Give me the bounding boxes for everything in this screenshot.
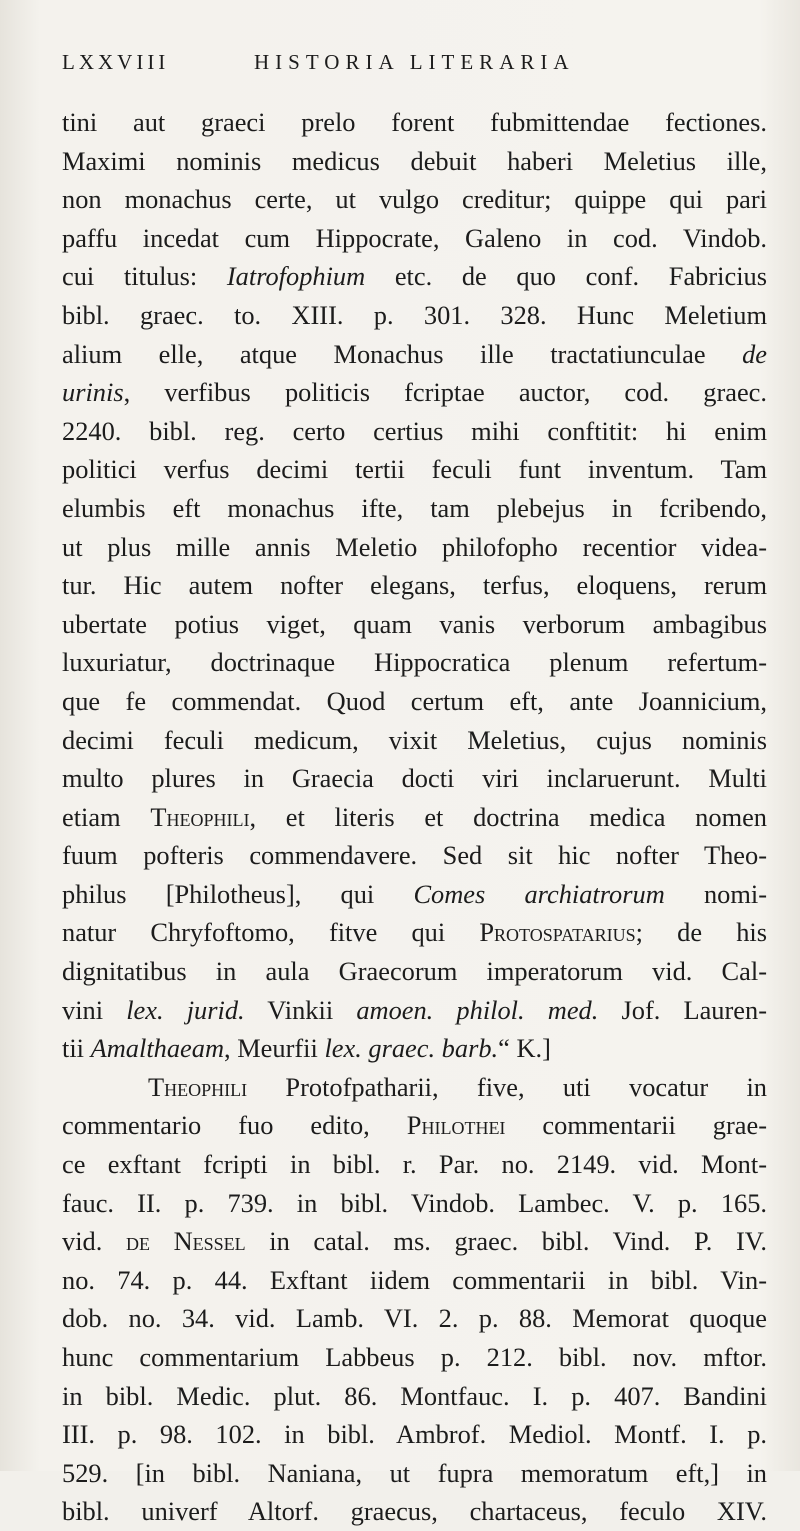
text-line: [62, 528, 767, 567]
text-line: [62, 1222, 767, 1261]
text-segment: fuum pofteris commendavere. Sed sit hic nofter Theo-: [62, 840, 767, 871]
text-line: [62, 798, 767, 837]
text-segment: multo plures in Graecia docti viri inclaruerunt. Multi: [62, 763, 767, 794]
text-segment: non monachus certe, ut vulgo creditur; quippe qui pari: [62, 184, 767, 215]
text-segment: bibl. graec. to. XIII. p. 301. 328. Hunc Meletium: [62, 299, 767, 330]
text-segment: politici verfus decimi tertii feculi funt inventum. Tam: [62, 454, 767, 485]
text-segment: decimi feculi medicum, vixit Meletius, cujus nominis: [62, 724, 767, 755]
text-segment: ut plus mille annis Meletio philofopho recentior videa-: [62, 531, 767, 562]
text-segment: 529. [in bibl. Naniana, ut fupra memoratum eft,] in: [62, 1457, 767, 1488]
text-segment: cui titulus:: [62, 261, 227, 292]
text-segment: etiam: [62, 801, 151, 832]
text-line: [62, 257, 767, 296]
text-segment: que fe commendat. Quod certum eft, ante Joannicium,: [62, 685, 767, 716]
text-line: [62, 1299, 767, 1338]
text-segment: philus [Philotheus], qui: [62, 878, 414, 909]
italic-text: urinis: [62, 377, 124, 408]
text-line: [62, 1261, 767, 1300]
italic-text: lex. jurid.: [126, 994, 245, 1025]
text-segment: in catal. ms. graec. bibl. Vind. P. IV.: [245, 1226, 768, 1257]
text-segment: dignitatibus in aula Graecorum imperatorum vid. Cal-: [62, 956, 767, 987]
text-line: [62, 991, 767, 1030]
text-line: [62, 1454, 767, 1493]
italic-text: Amalthaeam: [90, 1033, 225, 1064]
text-segment: Vinkii: [244, 994, 357, 1025]
text-segment: paffu incedat cum Hippocrate, Galeno in cod. Vindob.: [62, 222, 767, 253]
body-text: [62, 103, 767, 1531]
text-line: [62, 1068, 767, 1107]
italic-text: lex. graec. barb.: [324, 1033, 499, 1064]
text-segment: luxuriatur, doctrinaque Hippocratica plenum refertum-: [62, 647, 767, 678]
text-line: [62, 1377, 767, 1416]
text-line: [62, 759, 767, 798]
text-segment: fauc. II. p. 739. in bibl. Vindob. Lambec. V. p. 165.: [62, 1187, 767, 1218]
running-title: HISTORIA LITERARIA: [254, 50, 575, 74]
text-segment: hunc commentarium Labbeus p. 212. bibl. nov. mftor.: [62, 1342, 767, 1372]
text-line: [62, 180, 767, 219]
text-line: [62, 643, 767, 682]
text-line: [62, 952, 767, 991]
text-segment: , Meurfii: [224, 1033, 325, 1064]
text-segment: vini: [62, 994, 127, 1025]
small-caps-text: Protospatarius: [479, 917, 636, 948]
text-segment: nomi-: [664, 878, 768, 909]
italic-text: Iatrofophium: [226, 261, 366, 292]
text-segment: bibl. univerf Altorf. graecus, chartaceus, feculo XIV.: [62, 1496, 767, 1527]
text-segment: tii: [62, 1033, 91, 1064]
text-line: [62, 103, 767, 142]
text-line: [62, 875, 767, 914]
italic-text: de: [742, 338, 767, 369]
text-segment: , et literis et doctrina medica nomen: [249, 801, 767, 832]
text-line: [62, 605, 767, 644]
text-line: [62, 142, 767, 181]
running-header: [62, 46, 762, 80]
text-segment: vid.: [62, 1226, 126, 1257]
text-segment: 2240. bibl. reg. certo certius mihi conftitit: hi enim: [62, 415, 767, 446]
text-line: [62, 682, 767, 721]
text-line: [62, 721, 767, 760]
text-segment: alium elle, atque Monachus ille tractatiunculae: [62, 338, 743, 369]
text-line: [62, 296, 767, 335]
text-segment: Protofpatharii, five, uti vocatur in: [247, 1071, 767, 1102]
text-segment: ; de his: [635, 917, 767, 948]
text-line: [62, 489, 767, 528]
text-segment: Jof. Lauren-: [598, 994, 767, 1025]
text-line: [62, 373, 767, 412]
text-segment: tini aut graeci prelo forent fubmittendae fectiones.: [62, 107, 767, 137]
text-segment: III. p. 98. 102. in bibl. Ambrof. Mediol. Montf. I. p.: [62, 1419, 767, 1450]
text-segment: no. 74. p. 44. Exftant iidem commentarii in bibl. Vin-: [62, 1264, 767, 1295]
text-segment: dob. no. 34. vid. Lamb. VI. 2. p. 88. Memorat quoque: [62, 1303, 767, 1334]
small-caps-text: Theophili: [150, 801, 250, 832]
small-caps-text: Theophili: [148, 1071, 248, 1102]
text-line: [62, 836, 767, 875]
text-line: [62, 1106, 767, 1145]
text-segment: commentarii grae-: [505, 1110, 768, 1141]
small-caps-text: de Nessel: [125, 1226, 246, 1257]
text-segment: natur Chryfoftomo, fitve qui: [62, 917, 480, 948]
text-segment: commentario fuo edito,: [62, 1110, 407, 1141]
text-line: [62, 1338, 767, 1377]
text-line: [62, 566, 767, 605]
text-segment: , verfibus politicis fcriptae auctor, cod. graec.: [123, 377, 767, 408]
italic-text: amoen. philol. med.: [356, 994, 599, 1025]
text-line: [62, 335, 767, 374]
text-line: [62, 913, 767, 952]
text-line: [62, 1492, 767, 1531]
text-segment: elumbis eft monachus ifte, tam plebejus in fcribendo,: [62, 492, 767, 523]
small-caps-text: Philothei: [406, 1110, 506, 1141]
text-segment: ce exftant fcripti in bibl. r. Par. no. 2149. vid. Mont-: [62, 1149, 767, 1180]
text-line: [62, 1184, 767, 1223]
text-segment: tur. Hic autem nofter elegans, terfus, eloquens, rerum: [62, 570, 767, 601]
text-line: [62, 219, 767, 258]
text-line: [62, 1029, 767, 1068]
text-line: [62, 412, 767, 451]
text-line: [62, 1415, 767, 1454]
text-segment: “ K.]: [498, 1033, 551, 1064]
text-segment: Maximi nominis medicus debuit haberi Meletius ille,: [62, 145, 767, 176]
italic-text: Comes archiatrorum: [413, 878, 665, 909]
text-segment: ubertate potius viget, quam vanis verborum ambagibus: [62, 608, 767, 639]
text-line: [62, 450, 767, 489]
text-segment: etc. de quo conf. Fabricius: [365, 261, 767, 292]
page-number: LXXVIII: [62, 50, 170, 74]
text-line: [62, 1145, 767, 1184]
text-segment: in bibl. Medic. plut. 86. Montfauc. I. p. 407. Bandini: [62, 1380, 767, 1411]
